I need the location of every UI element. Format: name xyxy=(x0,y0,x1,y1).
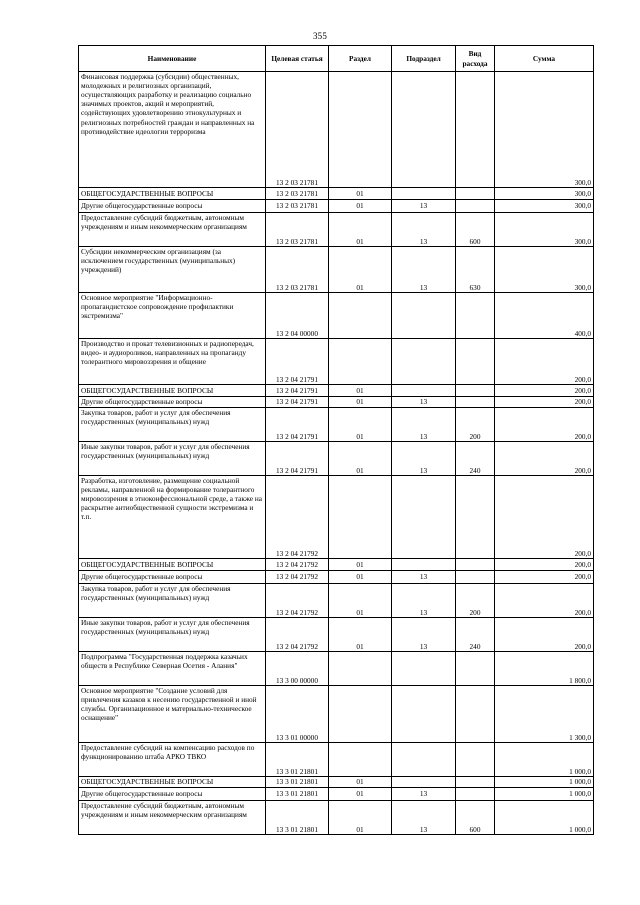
row-section: 01 xyxy=(329,247,392,293)
row-amount: 300,0 xyxy=(495,213,594,247)
row-name: Иные закупки товаров, работ и услуг для обеспечения государственных (муниципальных) нужд xyxy=(79,442,266,476)
row-expense-type xyxy=(456,777,495,788)
row-subsection: 13 xyxy=(392,213,456,247)
row-subsection: 13 xyxy=(392,397,456,408)
row-code: 13 3 01 21801 xyxy=(266,743,329,777)
row-section: 01 xyxy=(329,385,392,397)
row-section: 01 xyxy=(329,788,392,801)
row-amount: 400,0 xyxy=(495,293,594,339)
row-section: 01 xyxy=(329,408,392,442)
table-row xyxy=(79,72,594,188)
header-expense-type: Вид расхода xyxy=(456,46,495,72)
row-amount: 200,0 xyxy=(495,618,594,652)
row-code: 13 2 04 21791 xyxy=(266,339,329,385)
row-amount: 200,0 xyxy=(495,397,594,408)
row-subsection: 13 xyxy=(392,247,456,293)
table-row xyxy=(79,777,594,788)
row-amount: 300,0 xyxy=(495,200,594,213)
row-code: 13 2 04 00000 xyxy=(266,293,329,339)
row-name: Другие общегосударственные вопросы xyxy=(79,788,266,801)
row-subsection: 13 xyxy=(392,200,456,213)
row-expense-type: 240 xyxy=(456,618,495,652)
row-subsection: 13 xyxy=(392,801,456,835)
header-amount: Сумма xyxy=(495,46,594,72)
header-subsection: Подраздел xyxy=(392,46,456,72)
row-amount: 1 000,0 xyxy=(495,788,594,801)
table-row xyxy=(79,385,594,397)
row-expense-type xyxy=(456,571,495,584)
row-expense-type xyxy=(456,686,495,743)
row-name: ОБЩЕГОСУДАРСТВЕННЫЕ ВОПРОСЫ xyxy=(79,188,266,200)
row-name: Основное мероприятие "Информационно-пропагандистское сопровождение профилактики экстремизма" xyxy=(79,293,266,339)
row-subsection xyxy=(392,293,456,339)
row-code: 13 2 04 21791 xyxy=(266,442,329,476)
table-row xyxy=(79,442,594,476)
table-row xyxy=(79,188,594,200)
row-code: 13 2 03 21781 xyxy=(266,200,329,213)
row-subsection: 13 xyxy=(392,584,456,618)
row-name: Другие общегосударственные вопросы xyxy=(79,200,266,213)
table-row xyxy=(79,686,594,743)
header-code: Целевая статья xyxy=(266,46,329,72)
row-expense-type xyxy=(456,743,495,777)
row-name: Другие общегосударственные вопросы xyxy=(79,571,266,584)
row-section: 01 xyxy=(329,618,392,652)
row-amount: 300,0 xyxy=(495,247,594,293)
row-code: 13 3 01 21801 xyxy=(266,777,329,788)
row-code: 13 2 04 21792 xyxy=(266,476,329,559)
row-section xyxy=(329,686,392,743)
row-expense-type: 240 xyxy=(456,442,495,476)
row-subsection xyxy=(392,72,456,188)
row-amount: 200,0 xyxy=(495,385,594,397)
row-subsection xyxy=(392,476,456,559)
row-name: Предоставление субсидий бюджетным, автономным учреждениям и иным некоммерческим организациям xyxy=(79,801,266,835)
row-expense-type xyxy=(456,188,495,200)
row-section: 01 xyxy=(329,442,392,476)
row-code: 13 3 01 21801 xyxy=(266,801,329,835)
row-name: Закупка товаров, работ и услуг для обеспечения государственных (муниципальных) нужд xyxy=(79,408,266,442)
row-code: 13 2 04 21792 xyxy=(266,559,329,571)
row-expense-type xyxy=(456,788,495,801)
row-amount: 200,0 xyxy=(495,559,594,571)
row-name: Закупка товаров, работ и услуг для обеспечения государственных (муниципальных) нужд xyxy=(79,584,266,618)
table-row xyxy=(79,397,594,408)
row-name: ОБЩЕГОСУДАРСТВЕННЫЕ ВОПРОСЫ xyxy=(79,559,266,571)
header-name: Наименование xyxy=(79,46,266,72)
row-name: Разработка, изготовление, размещение социальной рекламы, направленной на формирование толерантного мировоззрения в этноконфессиональной среде, а также на раскрытие антиобщественной сущности экстремизма и т.п. xyxy=(79,476,266,559)
row-name: Предоставление субсидий на компенсацию расходов по функционированию штаба АРКО ТВКО xyxy=(79,743,266,777)
row-expense-type: 600 xyxy=(456,801,495,835)
row-name: Предоставление субсидий бюджетным, автономным учреждениям и иным некоммерческим организациям xyxy=(79,213,266,247)
row-code: 13 2 03 21781 xyxy=(266,213,329,247)
row-subsection: 13 xyxy=(392,408,456,442)
table-row xyxy=(79,247,594,293)
row-section xyxy=(329,293,392,339)
row-code: 13 2 03 21781 xyxy=(266,247,329,293)
row-subsection xyxy=(392,188,456,200)
row-subsection xyxy=(392,777,456,788)
row-expense-type xyxy=(456,476,495,559)
row-expense-type xyxy=(456,293,495,339)
row-section: 01 xyxy=(329,571,392,584)
row-code: 13 3 00 00000 xyxy=(266,652,329,686)
row-expense-type: 630 xyxy=(456,247,495,293)
row-expense-type: 200 xyxy=(456,408,495,442)
table-row xyxy=(79,743,594,777)
table-row xyxy=(79,559,594,571)
table-row xyxy=(79,571,594,584)
table-row xyxy=(79,293,594,339)
row-amount: 200,0 xyxy=(495,571,594,584)
row-code: 13 2 03 21781 xyxy=(266,72,329,188)
row-name: Иные закупки товаров, работ и услуг для обеспечения государственных (муниципальных) нужд xyxy=(79,618,266,652)
table-row xyxy=(79,476,594,559)
row-section: 01 xyxy=(329,584,392,618)
row-code: 13 3 01 21801 xyxy=(266,788,329,801)
table-header-row xyxy=(79,46,594,72)
row-section: 01 xyxy=(329,397,392,408)
row-amount: 200,0 xyxy=(495,339,594,385)
row-section xyxy=(329,339,392,385)
table-row xyxy=(79,213,594,247)
table-row xyxy=(79,339,594,385)
table-row xyxy=(79,652,594,686)
row-code: 13 2 04 21792 xyxy=(266,571,329,584)
row-name: Субсидии некоммерческим организациям (за исключением государственных (муниципальных) учреждений) xyxy=(79,247,266,293)
row-amount: 1 300,0 xyxy=(495,686,594,743)
table-row xyxy=(79,801,594,835)
row-subsection: 13 xyxy=(392,788,456,801)
row-expense-type xyxy=(456,339,495,385)
row-subsection xyxy=(392,339,456,385)
row-expense-type xyxy=(456,72,495,188)
table-row xyxy=(79,788,594,801)
row-section: 01 xyxy=(329,213,392,247)
table-row xyxy=(79,408,594,442)
row-section: 01 xyxy=(329,801,392,835)
row-subsection: 13 xyxy=(392,442,456,476)
row-subsection xyxy=(392,686,456,743)
budget-table xyxy=(78,45,594,835)
row-amount: 200,0 xyxy=(495,408,594,442)
row-expense-type xyxy=(456,397,495,408)
row-code: 13 2 04 21792 xyxy=(266,618,329,652)
row-amount: 1 000,0 xyxy=(495,801,594,835)
table-row xyxy=(79,200,594,213)
row-name: ОБЩЕГОСУДАРСТВЕННЫЕ ВОПРОСЫ xyxy=(79,385,266,397)
row-subsection: 13 xyxy=(392,571,456,584)
row-section xyxy=(329,743,392,777)
row-name: ОБЩЕГОСУДАРСТВЕННЫЕ ВОПРОСЫ xyxy=(79,777,266,788)
row-section: 01 xyxy=(329,200,392,213)
table-row xyxy=(79,584,594,618)
row-amount: 300,0 xyxy=(495,72,594,188)
row-code: 13 2 04 21791 xyxy=(266,408,329,442)
row-amount: 1 000,0 xyxy=(495,777,594,788)
row-amount: 300,0 xyxy=(495,188,594,200)
row-amount: 1 800,0 xyxy=(495,652,594,686)
row-subsection xyxy=(392,652,456,686)
table-row xyxy=(79,618,594,652)
row-expense-type: 600 xyxy=(456,213,495,247)
row-expense-type xyxy=(456,385,495,397)
row-expense-type xyxy=(456,559,495,571)
row-subsection: 13 xyxy=(392,618,456,652)
row-code: 13 2 04 21792 xyxy=(266,584,329,618)
row-code: 13 3 01 00000 xyxy=(266,686,329,743)
row-section: 01 xyxy=(329,188,392,200)
row-expense-type: 200 xyxy=(456,584,495,618)
row-amount: 200,0 xyxy=(495,442,594,476)
row-name: Подпрограмма "Государственная поддержка казачьих обществ в Республике Северная Осетия - Алания" xyxy=(79,652,266,686)
row-code: 13 2 04 21791 xyxy=(266,397,329,408)
row-amount: 1 000,0 xyxy=(495,743,594,777)
row-subsection xyxy=(392,743,456,777)
row-name: Финансовая поддержка (субсидии) общественных, молодежных и религиозных организаций, осуществляющих разработку и реализацию социально значимых проектов, акций и мероприятий, содействующих удовлетворению этнокультурных и религиозных потребностей граждан и направленных на противодействие идеологии терроризма xyxy=(79,72,266,188)
row-name: Основное мероприятие "Создание условий для привлечения казаков к несению государственной и иной службы. Организационное и материально-техническое оснащение" xyxy=(79,686,266,743)
row-subsection xyxy=(392,559,456,571)
row-name: Другие общегосударственные вопросы xyxy=(79,397,266,408)
row-amount: 200,0 xyxy=(495,584,594,618)
row-section xyxy=(329,652,392,686)
row-code: 13 2 04 21791 xyxy=(266,385,329,397)
row-name: Производство и прокат телевизионных и радиопередач, видео- и аудиороликов, направленных на пропаганду толерантного мировоззрения и общение xyxy=(79,339,266,385)
row-expense-type xyxy=(456,652,495,686)
row-amount: 200,0 xyxy=(495,476,594,559)
row-section: 01 xyxy=(329,559,392,571)
row-section: 01 xyxy=(329,777,392,788)
row-code: 13 2 03 21781 xyxy=(266,188,329,200)
row-section xyxy=(329,72,392,188)
row-section xyxy=(329,476,392,559)
table-body xyxy=(79,72,594,835)
header-section: Раздел xyxy=(329,46,392,72)
row-subsection xyxy=(392,385,456,397)
page-number: 355 xyxy=(312,31,328,41)
row-expense-type xyxy=(456,200,495,213)
